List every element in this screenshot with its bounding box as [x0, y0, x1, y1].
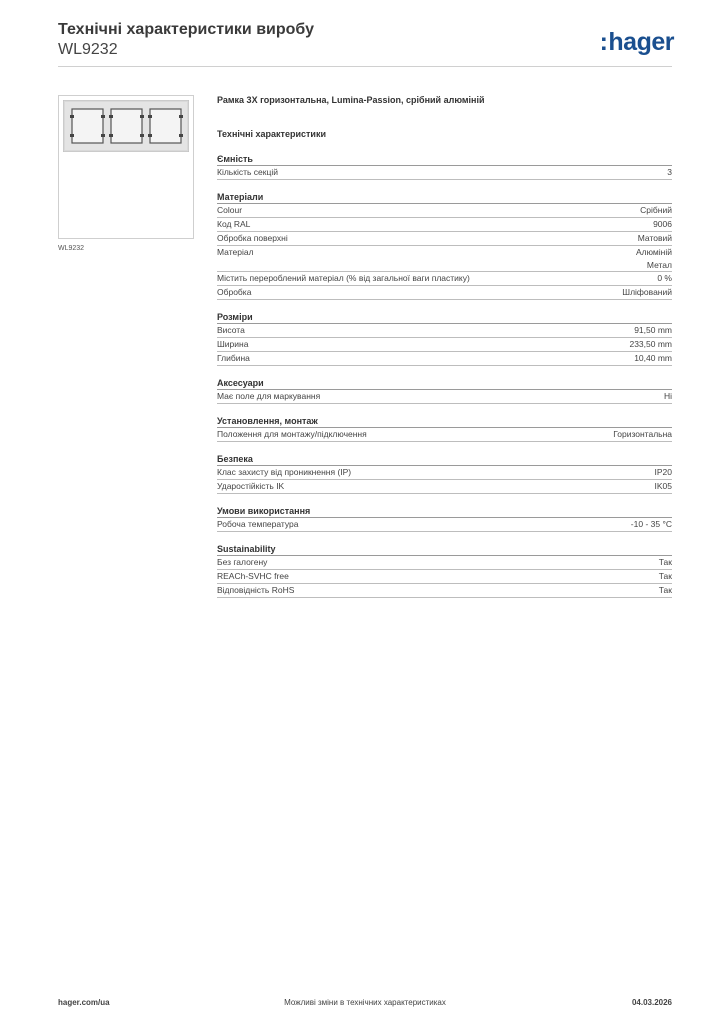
page-title: Технічні характеристики виробу	[58, 21, 314, 38]
spec-label: Матеріал	[217, 247, 254, 257]
spec-row	[217, 166, 672, 180]
spec-value: -10 - 35 °C	[630, 519, 672, 529]
spec-label: Код RAL	[217, 219, 251, 229]
spec-value: 3	[667, 167, 672, 177]
page-header	[58, 20, 314, 60]
spec-group-title: Установлення, монтаж	[217, 415, 672, 428]
spec-group	[217, 153, 672, 180]
spec-group-title: Розміри	[217, 311, 672, 324]
spec-group-title: Ємність	[217, 153, 672, 166]
spec-value: 0 %	[657, 273, 672, 283]
spec-label: Обробка поверхні	[217, 233, 288, 243]
spec-row	[217, 218, 672, 232]
spec-label: Робоча температура	[217, 519, 299, 529]
spec-group	[217, 311, 672, 366]
frame-3x-picture	[63, 100, 189, 152]
spec-group	[217, 453, 672, 494]
spec-value: 91,50 mm	[634, 325, 672, 335]
footer-date: 04.03.2026	[631, 998, 672, 1007]
image-caption: WL9232	[58, 245, 85, 252]
spec-row	[217, 390, 672, 404]
spec-label: Без галогену	[217, 557, 268, 567]
spec-label: Кількість секцій	[217, 167, 278, 177]
spec-group-title: Sustainability	[217, 543, 672, 556]
spec-section	[217, 95, 672, 609]
spec-label: Має поле для маркування	[217, 391, 321, 401]
spec-row	[217, 428, 672, 442]
spec-value: Так	[658, 585, 672, 595]
spec-value: Матовий	[637, 233, 672, 243]
spec-group-title: Аксесуари	[217, 377, 672, 390]
spec-label: Ударостійкість IK	[217, 481, 285, 491]
spec-value: Так	[658, 557, 672, 567]
spec-value: Ні	[663, 391, 672, 401]
spec-row	[217, 324, 672, 338]
spec-group-title: Безпека	[217, 453, 672, 466]
logo-text: hager	[608, 28, 674, 56]
spec-value: IK05	[654, 481, 672, 491]
spec-label: REACh-SVHC free	[217, 571, 289, 581]
spec-group-title: Умови використання	[217, 505, 672, 518]
footer-url: hager.com/ua	[58, 998, 110, 1007]
spec-value: 10,40 mm	[634, 353, 672, 363]
spec-row	[217, 466, 672, 480]
spec-row	[217, 204, 672, 218]
spec-row	[217, 232, 672, 246]
spec-value: Так	[658, 571, 672, 581]
spec-row	[217, 246, 672, 272]
spec-row	[217, 338, 672, 352]
spec-group	[217, 505, 672, 532]
spec-label: Відповідність RoHS	[217, 585, 295, 595]
footer-note: Можливі зміни в технічних характеристиках	[284, 998, 446, 1007]
spec-group	[217, 543, 672, 598]
spec-row	[217, 286, 672, 300]
spec-group	[217, 415, 672, 442]
spec-label: Обробка	[217, 287, 252, 297]
spec-value: IP20	[654, 467, 672, 477]
spec-value: Шліфований	[622, 287, 672, 297]
product-image	[58, 95, 194, 239]
spec-value: 233,50 mm	[629, 339, 672, 349]
spec-row	[217, 272, 672, 286]
spec-row	[217, 518, 672, 532]
spec-row	[217, 352, 672, 366]
spec-row	[217, 570, 672, 584]
hager-logo: :hager	[599, 28, 674, 56]
spec-group	[217, 191, 672, 300]
spec-row	[217, 584, 672, 598]
spec-groups	[217, 153, 672, 598]
header-divider	[58, 66, 672, 67]
spec-row	[217, 480, 672, 494]
spec-label: Клас захисту від проникнення (IP)	[217, 467, 352, 477]
product-code: WL9232	[58, 41, 118, 58]
spec-value: 9006	[653, 219, 672, 229]
spec-value: Алюміній Метал	[636, 247, 672, 270]
spec-value: Горизонтальна	[613, 429, 672, 439]
spec-row	[217, 556, 672, 570]
spec-group-title: Матеріали	[217, 191, 672, 204]
spec-label: Colour	[217, 205, 243, 215]
spec-label: Глибина	[217, 353, 250, 363]
spec-label: Містить перероблений матеріал (% від загальної ваги пластику)	[217, 273, 470, 283]
spec-label: Висота	[217, 325, 245, 335]
spec-label: Ширина	[217, 339, 249, 349]
spec-label: Положення для монтажу/підключення	[217, 429, 367, 439]
product-name: Рамка 3X горизонтальна, Lumina-Passion, срібний алюміній	[217, 95, 485, 105]
spec-group	[217, 377, 672, 404]
spec-value: Срібний	[640, 205, 672, 215]
spec-heading: Технічні характеристики	[217, 129, 326, 139]
